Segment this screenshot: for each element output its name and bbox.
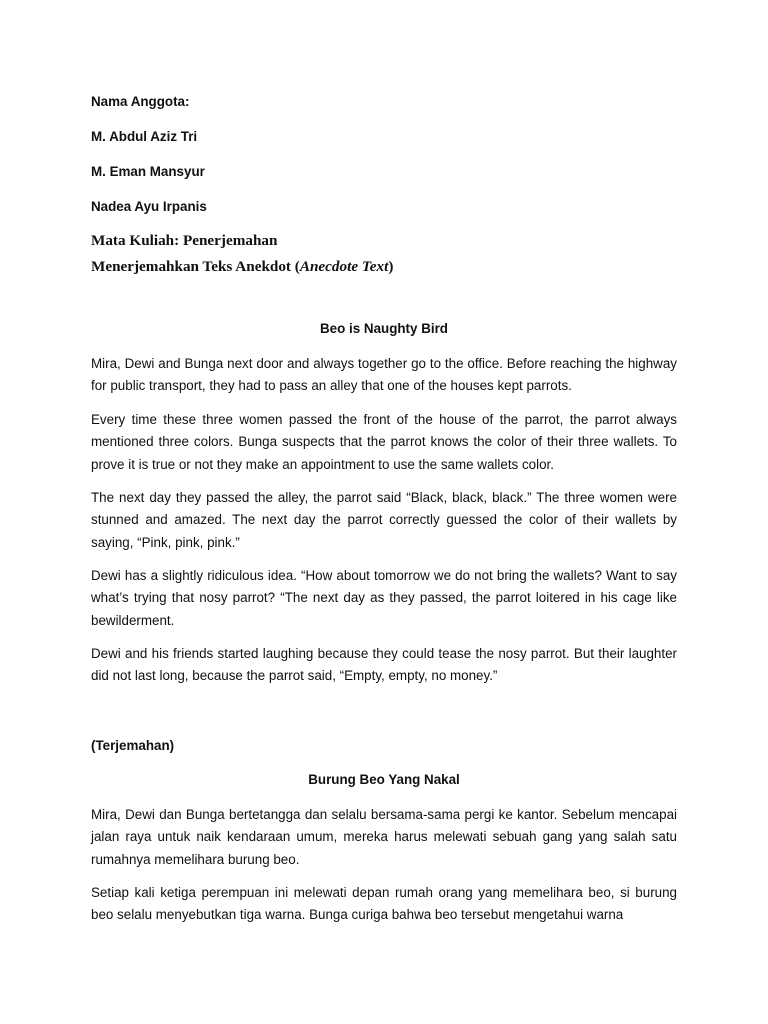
member-name: Nadea Ayu Irpanis bbox=[91, 199, 207, 214]
translation-paragraph: Mira, Dewi dan Bunga bertetangga dan selalu bersama-sama pergi ke kantor. Sebelum mencapai jalan raya untuk naik kendaraan umum, mereka harus melewati sebuah gang yang salah satu rumahnya memelihara burung beo. bbox=[91, 807, 677, 867]
story-paragraph: Dewi and his friends started laughing because they could tease the nosy parrot. But their laughter did not last long, because the parrot said, “Empty, empty, no money.” bbox=[91, 646, 677, 684]
course-line: Mata Kuliah: Penerjemahan bbox=[91, 232, 278, 249]
story-title: Beo is Naughty Bird bbox=[320, 321, 448, 336]
translation-title: Burung Beo Yang Nakal bbox=[308, 772, 460, 787]
member-name: M. Eman Mansyur bbox=[91, 164, 205, 179]
assignment-suffix: ) bbox=[388, 258, 394, 275]
assignment-prefix: Menerjemahkan Teks Anekdot ( bbox=[91, 258, 300, 275]
translation-paragraph: Setiap kali ketiga perempuan ini melewati depan rumah orang yang memelihara beo, si burung beo selalu menyebutkan tiga warna. Bunga curiga bahwa beo tersebut mengetahui warna bbox=[91, 885, 677, 923]
story-paragraph: The next day they passed the alley, the parrot said “Black, black, black.” The three women were stunned and amazed. The next day the parrot correctly guessed the color of their wallets by saying, “Pink, pink, pink.” bbox=[91, 490, 677, 550]
story-paragraph: Mira, Dewi and Bunga next door and always together go to the office. Before reaching the highway for public transport, they had to pass an alley that one of the houses kept parrots. bbox=[91, 356, 677, 394]
story-paragraph: Dewi has a slightly ridiculous idea. “How about tomorrow we do not bring the wallets? Want to say what’s trying that nosy parrot? “The next day as they passed, the parrot loitered in his cage like bewilderment. bbox=[91, 568, 677, 628]
assignment-italic: Anecdote Text bbox=[299, 258, 389, 275]
member-name: M. Abdul Aziz Tri bbox=[91, 129, 198, 144]
members-label: Nama Anggota: bbox=[91, 94, 190, 109]
assignment-line bbox=[91, 258, 393, 276]
translation-paragraph-clip bbox=[91, 882, 677, 928]
story-paragraph: Every time these three women passed the front of the house of the parrot, the parrot always mentioned three colors. Bunga suspects that the parrot knows the color of their three wallets. To prove it is true or not they make an appointment to use the same wallets color. bbox=[91, 412, 677, 472]
translation-label: (Terjemahan) bbox=[91, 738, 175, 753]
